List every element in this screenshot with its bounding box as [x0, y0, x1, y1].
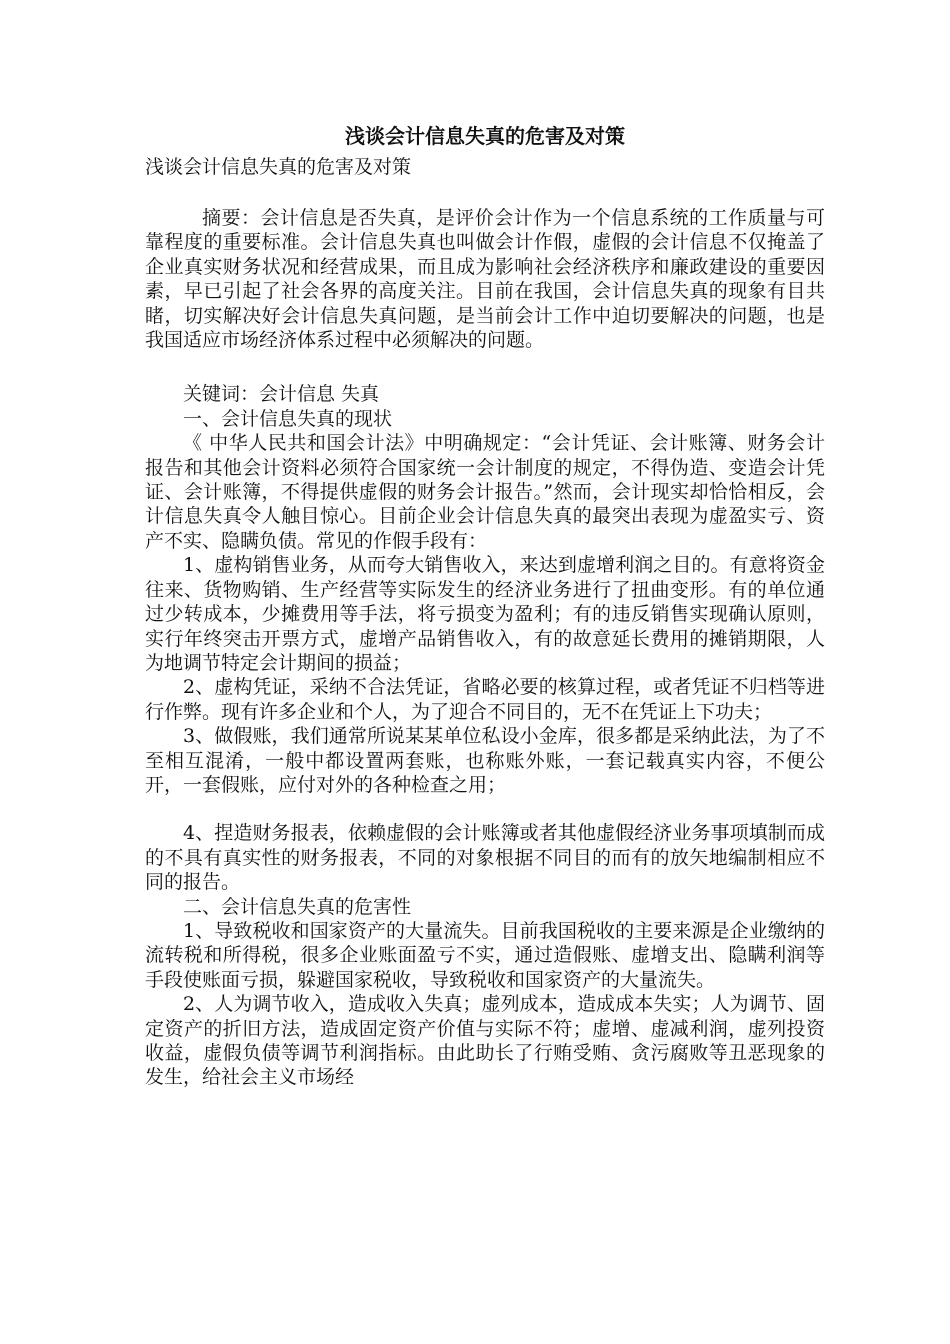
section2-item-1: 1、导致税收和国家资产的大量流失。目前我国税收的主要来源是企业缴纳的流转税和所得税，很多企业账面盈亏不实，通过造假账、虚增支出、隐瞒利润等手段使账面亏损，躲避国家税收，导致税收和国家资产的大量流失。: [145, 919, 825, 991]
section-heading-2: 二、会计信息失真的危害性: [183, 895, 412, 918]
section1-intro-paragraph: 《 中华人民共和国会计法》中明确规定：“会计凭证、会计账簿、财务会计报告和其他会计资料必须符合国家统一会计制度的规定，不得伪造、变造会计凭证、会计账簿，不得提供虚假的财务会计报告。”然而，会计现实却恰恰相反，会计信息失真令人触目惊心。目前企业会计信息失真的最突出表现为虚盈实亏、资产不实、隐瞒负债。常见的作假手段有：: [145, 432, 825, 552]
section1-item-1: 1、虚构销售业务，从而夸大销售收入，来达到虚增利润之目的。有意将资金往来、货物购销、生产经营等实际发生的经济业务进行了扭曲变形。有的单位通过少转成本，少摊费用等手法，将亏损变为盈利；有的违反销售实现确认原则，实行年终突击开票方式，虚增产品销售收入，有的故意延长费用的摊销期限，人为地调节特定会计期间的损益；: [145, 554, 825, 674]
abstract-paragraph: 摘要：会计信息是否失真，是评价会计作为一个信息系统的工作质量与可靠程度的重要标准。会计信息失真也叫做会计作假，虚假的会计信息不仅掩盖了企业真实财务状况和经营成果，而且成为影响社会经济秩序和廉政建设的重要因素，早已引起了社会各界的高度关注。目前在我国，会计信息失真的现象有目共睹，切实解决好会计信息失真问题，是当前会计工作中迫切要解决的问题，也是我国适应市场经济体系过程中必须解决的问题。: [145, 207, 825, 352]
section-heading-1: 一、会计信息失真的现状: [183, 407, 393, 430]
document-subtitle: 浅谈会计信息失真的危害及对策: [145, 156, 412, 178]
section2-item-2: 2、人为调节收入，造成收入失真；虚列成本，造成成本失实；人为调节、固定资产的折旧方法，造成固定资产价值与实际不符；虚增、虚减利润，虚列投资收益，虚假负债等调节利润指标。由此助长了行贿受贿、贪污腐败等丑恶现象的发生，给社会主义市场经: [145, 993, 825, 1089]
keywords-line: 关键词：会计信息 失真: [183, 383, 380, 406]
document-title: 浅谈会计信息失真的危害及对策: [345, 124, 625, 148]
section1-item-2: 2、虚构凭证，采纳不合法凭证，省略必要的核算过程，或者凭证不归档等进行作弊。现有许多企业和个人，为了迎合不同目的，无不在凭证上下功夫；: [145, 676, 825, 723]
document-page: [145, 120, 825, 1090]
section1-item-3: 3、做假账，我们通常所说某某单位私设小金库，很多都是采纳此法，为了不至相互混淆，一般中都设置两套账，也称账外账，一套记载真实内容，不便公开，一套假账，应付对外的各种检查之用；: [145, 725, 825, 796]
section1-item-4: 4、捏造财务报表，依赖虚假的会计账簿或者其他虚假经济业务事项填制而成的不具有真实性的财务报表，不同的对象根据不同目的而有的放矢地编制相应不同的报告。: [145, 822, 825, 894]
